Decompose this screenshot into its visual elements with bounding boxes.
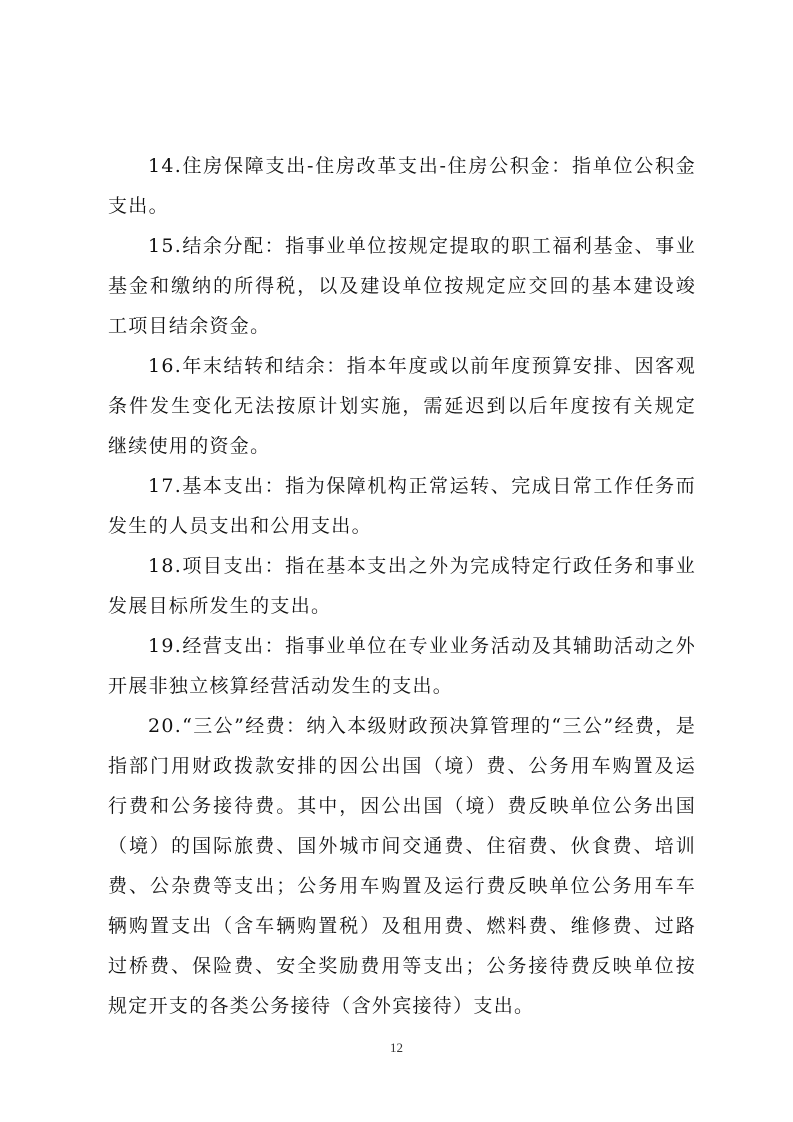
document-body bbox=[108, 146, 696, 1026]
paragraph-operating-expenditure: 19.经营支出：指事业单位在专业业务活动及其辅助活动之外开展非独立核算经营活动发生的支出。 bbox=[108, 635, 696, 697]
paragraph-project-expenditure: 18.项目支出：指在基本支出之外为完成特定行政任务和事业发展目标所发生的支出。 bbox=[108, 555, 696, 617]
paragraph-three-public-expenses: 20.“三公”经费：纳入本级财政预决算管理的“三公”经费，是指部门用财政拨款安排的因公出国（境）费、公务用车购置及运行费和公务接待费。其中，因公出国（境）费反映单位公务出国（境）的国际旅费、国外城市间交通费、住宿费、伙食费、培训费、公杂费等支出；公务用车购置及运行费反映单位公务用车车辆购置支出（含车辆购置税）及租用费、燃料费、维修费、过路过桥费、保险费、安全奖励费用等支出；公务接待费反映单位按规定开支的各类公务接待（含外宾接待）支出。 bbox=[108, 715, 696, 1017]
paragraph-basic-expenditure: 17.基本支出：指为保障机构正常运转、完成日常工作任务而发生的人员支出和公用支出。 bbox=[108, 475, 696, 537]
paragraph-surplus-distribution: 15.结余分配：指事业单位按规定提取的职工福利基金、事业基金和缴纳的所得税，以及建设单位按规定应交回的基本建设竣工项目结余资金。 bbox=[108, 235, 696, 337]
paragraph-year-end-carryover: 16.年末结转和结余：指本年度或以前年度预算安排、因客观条件发生变化无法按原计划实施，需延迟到以后年度按有关规定继续使用的资金。 bbox=[108, 355, 696, 457]
page-number: 12 bbox=[390, 1040, 403, 1055]
paragraph-housing-fund: 14.住房保障支出-住房改革支出-住房公积金：指单位公积金支出。 bbox=[108, 155, 696, 217]
